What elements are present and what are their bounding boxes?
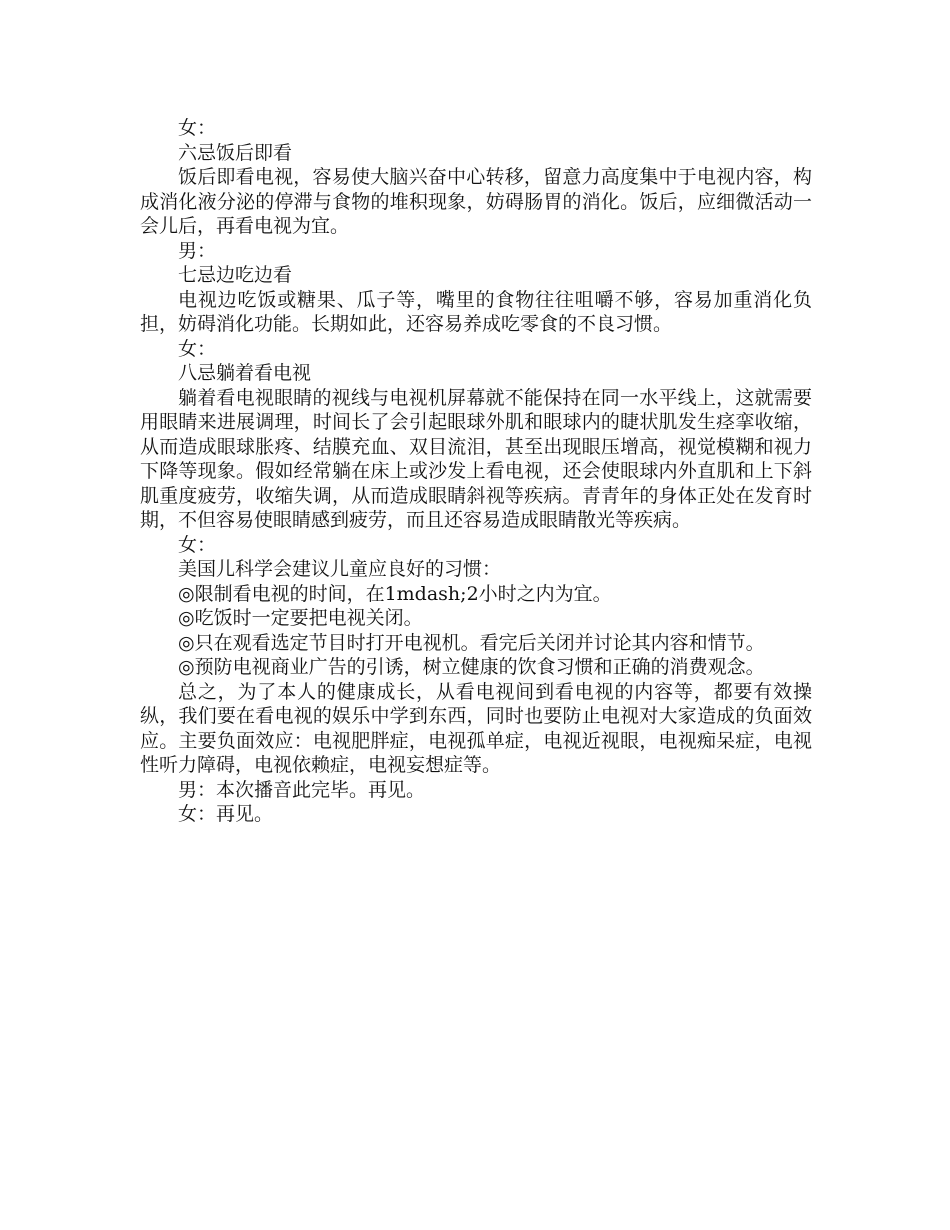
speaker-label-female: 女： xyxy=(178,337,217,360)
closing-line-male: 男：本次播音此完毕。再见。 xyxy=(178,778,426,801)
recommendation-intro: 美国儿科学会建议儿童应良好的习惯： xyxy=(178,558,502,580)
section-heading-six: 六忌饭后即看 xyxy=(178,141,293,164)
section-heading-eight: 八忌躺着看电视 xyxy=(178,362,312,384)
recommendation-item: ◎只在观看选定节目时打开电视机。看完后关闭并讨论其内容和情节。 xyxy=(178,631,765,654)
speaker-label-male: 男： xyxy=(178,239,217,262)
body-paragraph: 电视边吃饭或糖果、瓜子等，嘴里的食物往往咀嚼不够，容易加重消化负担，妨碍消化功能。长期如此，还容易养成吃零食的不良习惯。 xyxy=(140,288,812,335)
closing-line-female: 女：再见。 xyxy=(178,803,274,825)
section-heading-seven: 七忌边吃边看 xyxy=(178,264,293,286)
recommendation-item: ◎限制看电视的时间，在1mdash;2小时之内为宜。 xyxy=(178,582,612,605)
speaker-label-female: 女： xyxy=(178,117,217,139)
speaker-label-female: 女： xyxy=(178,533,217,556)
summary-paragraph: 总之，为了本人的健康成长，从看电视间到看电视的内容等，都要有效操纵，我们要在看电视的娱乐中学到东西，同时也要防止电视对大家造成的负面效应。主要负面效应：电视肥胖症，电视孤单症，电视近视眼，电视痴呆症，电视性听力障碍，电视依赖症，电视妄想症等。 xyxy=(140,680,812,776)
body-paragraph: 躺着看电视眼睛的视线与电视机屏幕就不能保持在同一水平线上，这就需要用眼睛来进展调理，时间长了会引起眼球外肌和眼球内的睫状肌发生痉挛收缩，从而造成眼球胀疼、结膜充血、双目流泪，甚至出现眼压增高，视觉模糊和视力下降等现象。假如经常躺在床上或沙发上看电视，还会使眼球内外直肌和上下斜肌重度疲劳，收缩失调，从而造成眼睛斜视等疾病。青青年的身体正处在发育时期，不但容易使眼睛感到疲劳，而且还容易造成眼睛散光等疾病。 xyxy=(140,386,812,531)
body-paragraph: 饭后即看电视，容易使大脑兴奋中心转移，留意力高度集中于电视内容，构成消化液分泌的停滞与食物的堆积现象，妨碍肠胃的消化。饭后，应细微活动一会儿后，再看电视为宜。 xyxy=(140,166,812,237)
document-page xyxy=(140,116,812,827)
recommendation-item: ◎吃饭时一定要把电视关闭。 xyxy=(178,607,423,629)
recommendation-item: ◎预防电视商业广告的引诱，树立健康的饮食习惯和正确的消费观念。 xyxy=(178,656,765,678)
